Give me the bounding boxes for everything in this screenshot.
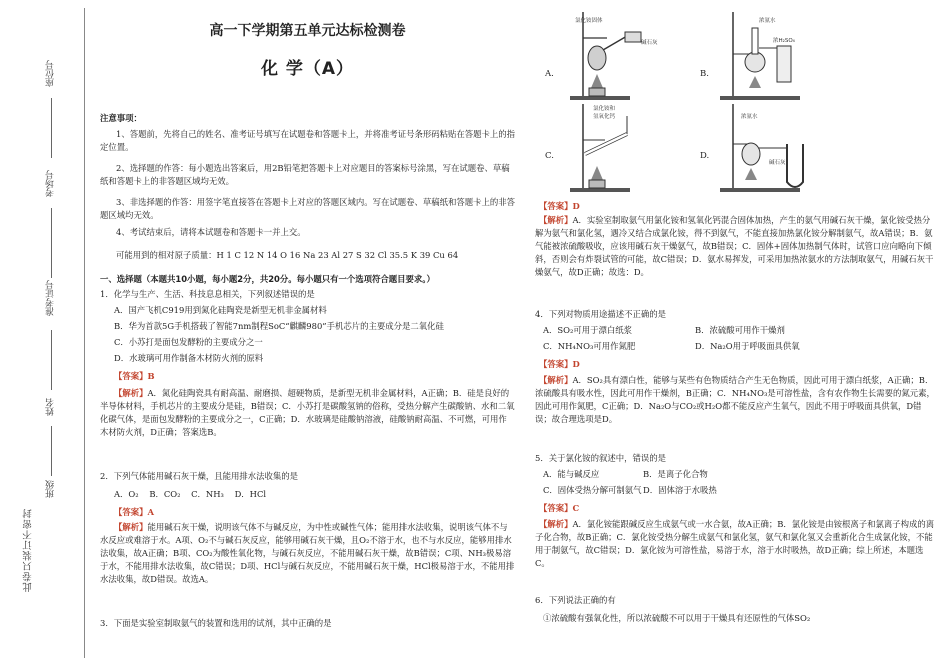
figure-b-apparatus (715, 8, 835, 103)
q1-option-c: C．小苏打是面包发酵粉的主要成分之一 (114, 337, 263, 347)
room-line (51, 208, 52, 278)
seat-line (51, 98, 52, 158)
class-label: 班级 (46, 480, 56, 498)
q4-option-d: D．Na₂O用于呼吸面具供氧 (695, 341, 800, 351)
q4-option-c: C．NH₄NO₃可用作氮肥 (543, 341, 636, 351)
q2-options (114, 488, 514, 501)
q2-stem: 2．下列气体能用碱石灰干燥，且能用排水法收集的是 (100, 471, 298, 481)
figure-d-label: D. (700, 151, 710, 161)
q3-analysis-text: A．实验室制取氨气用氯化铵和氢氧化钙混合固体加热，产生的氨气用碱石灰干燥，氯化铵受热分解为氨气和氯化氢，遇冷又结合成氯化铵，得不到氨气，不能直接加热氯化铵分解制氨气，故A错误；B．氨气能被浓硫酸吸收，应该用碱石灰干燥氨气，故B错误；C．固体+固体加热制气体时，试管口应向略向下倾斜，否则会有炸裂试管的可能，故C错误；D．氨水易挥发，可采用加热浓氨水的方法制取氨气，用碱石灰干燥氨气，故D正确；故选：D。 (535, 215, 934, 278)
figure-b-label: B. (700, 69, 709, 79)
figure-c-reagent: 氯化铵和 (593, 106, 616, 112)
q4-option-b: B．浓硫酸可用作干燥剂 (695, 325, 785, 335)
exam-title: 高一下学期第五单元达标检测卷 (209, 23, 406, 39)
seat-label: 座位号 (46, 60, 56, 87)
q2-analysis (100, 521, 515, 586)
q3-stem: 3．下面是实验室制取氨气的装置和选用的试剂，其中正确的是 (100, 618, 332, 628)
q4-answer-tag: 【答案】 (539, 359, 573, 369)
q1-option-a: A．国产飞机C919用到氮化硅陶瓷是新型无机非金属材料 (114, 305, 327, 315)
name-label: 姓名 (46, 398, 56, 416)
q2-answer (114, 506, 154, 519)
q5-option-d: D．固体溶于水吸热 (643, 485, 717, 495)
exam-subtitle: 化 学（A） (260, 59, 355, 79)
figure-b-reagent2: 浓H₂SO₄ (773, 38, 795, 44)
q1-analysis (100, 387, 515, 439)
q5-answer-value: C (572, 503, 580, 513)
q5-answer (539, 502, 579, 515)
q1-option-b: B．华为首款5G手机搭载了智能7nm制程SoC“麒麟980”手机芯片的主要成分是二氧化硅 (114, 321, 444, 331)
q2-analysis-text: 能用碱石灰干燥，说明该气体不与碱反应，为中性或碱性气体；能用排水法收集，说明该气体不与水反应或难溶于水。A项、O₂不与碱石灰反应，能够用碱石灰干燥，且O₂不溶于水，也不与水反应，能够用排水法收集，故A正确；B项、CO₂为酸性氧化物，与碱石灰反应，不能用碱石灰干燥，故B错误；C项、NH₃极易溶于水，不能用排水法收集，故C错误；D项、HCl与碱石灰反应，不能用碱石灰干燥，HCl极易溶于水，不能用排水法收集，故D错误。故选A。 (100, 522, 515, 585)
figure-a-reagent: 氯化铵固体 (575, 18, 603, 24)
binding-line (84, 8, 85, 658)
figure-c-apparatus (565, 100, 685, 195)
figure-c-reagent2: 氢氧化钙 (593, 114, 616, 120)
q3-answer-value: D (572, 201, 580, 211)
figure-d-apparatus (715, 100, 835, 195)
q2-answer-value: A (147, 507, 154, 517)
figure-c-label: C. (545, 151, 554, 161)
binding-margin (0, 0, 92, 672)
q2-analysis-tag: 【解析】 (114, 522, 148, 532)
q1-analysis-tag: 【解析】 (114, 388, 148, 398)
q5-option-c: C．固体受热分解可制氨气 (543, 485, 642, 495)
q5-analysis (535, 518, 935, 570)
q6-stem: 6．下列说法正确的有 (535, 595, 616, 605)
q1-answer (114, 370, 155, 383)
name-line (51, 426, 52, 476)
q2-option-b: B．CO₂ (149, 489, 181, 499)
notice-item-2: 2、选择题的作答：每小题选出答案后，用2B铅笔把答题卡上对应题目的答案标号涂黑，写在试题卷、草稿纸和答题卡上的非答题区域均无效。 (100, 163, 510, 187)
q4-option-a: A．SO₂可用于漂白纸浆 (543, 325, 633, 335)
notice-item-3: 3、非选择题的作答：用签字笔直接答在答题卡上对应的答题区域内。写在试题卷、草稿纸和答题卡上的非答题区域均无效。 (100, 197, 515, 221)
section-heading: 一、选择题（本题共10小题，每小题2分，共20分。每小题只有一个选项符合题目要求。） (100, 274, 435, 284)
q5-option-a: A．能与碱反应 (543, 469, 600, 479)
q1-analysis-text: A．氮化硅陶瓷具有耐高温、耐磨损、超硬物质，是新型无机非金属材料，A正确；B．硅是良好的半导体材料，手机芯片的主要成分是硅，B错误；C．小苏打是碳酸氢钠的俗称，受热分解产生碳酸钠、水和二氧化碳气体，是面包发酵粉的主要成分之一，C正确；D．水玻璃是硅酸钠溶液，硅酸钠耐高温、不可燃，可用作木材防火剂，D正确；答案选B。 (100, 388, 515, 438)
q4-analysis (535, 374, 935, 426)
q1-option-d: D．水玻璃可用作制备木材防火剂的原料 (114, 353, 264, 363)
figure-d-reagent: 浓氨水 (741, 114, 758, 120)
q1-answer-tag: 【答案】 (114, 371, 148, 381)
notice-item-1: 1、答题前，先将自己的姓名、准考证号填写在试题卷和答题卡上，并将准考证号条形码粘贴在答题卡上的指定位置。 (100, 129, 515, 153)
q4-analysis-text: A．SO₂具有漂白性，能够与某些有色物质结合产生无色物质，因此可用于漂白纸浆，A正确；B．浓硫酸具有吸水性，因此可用作干燥剂，B正确；C．NH₄NO₃是可溶性盐，含有农作物生长需要的氮元素，因此可用作氮肥，C正确；D．Na₂O与CO₂或H₂O都不能反应产生氧气，因此不用于呼吸面具供氧，D错误；故合理选项是D。 (535, 375, 935, 425)
q3-analysis (535, 214, 935, 279)
figure-b-reagent: 浓氨水 (759, 18, 776, 24)
q5-stem: 5．关于氯化铵的叙述中，错误的是 (535, 453, 666, 463)
q5-answer-tag: 【答案】 (539, 503, 573, 513)
seal-notice: 此卷只装订不密封 (23, 508, 34, 592)
ticket-label: 准考证号 (46, 280, 56, 316)
notice-item-4: 4、考试结束后，请将本试题卷和答题卡一并上交。 (116, 227, 306, 237)
q5-option-b: B．是离子化合物 (643, 469, 708, 479)
q5-analysis-tag: 【解析】 (539, 519, 573, 529)
ticket-line (51, 330, 52, 390)
q3-answer-tag: 【答案】 (539, 201, 573, 211)
figure-a-apparatus (565, 8, 685, 103)
q2-option-a: A．O₂ (114, 489, 139, 499)
q3-answer (539, 200, 580, 213)
q2-answer-tag: 【答案】 (114, 507, 148, 517)
q6-item-1: ①浓硫酸有强氧化性，所以浓硫酸不可以用于干燥具有还原性的气体SO₂ (543, 613, 811, 623)
q2-option-c: C．NH₃ (191, 489, 224, 499)
atomic-masses: 可能用到的相对原子质量：H 1 C 12 N 14 O 16 Na 23 Al 27 S 32 Cl 35.5 K 39 Cu 64 (116, 250, 459, 260)
q4-stem: 4．下列对物质用途描述不正确的是 (535, 309, 666, 319)
q1-stem: 1．化学与生产、生活、科技息息相关，下列叙述错误的是 (100, 289, 315, 299)
room-label: 考场号 (46, 170, 56, 197)
q1-answer-value: B (147, 371, 155, 381)
figure-a-reagent2: 碱石灰 (641, 40, 658, 46)
q4-analysis-tag: 【解析】 (539, 375, 573, 385)
q4-answer (539, 358, 580, 371)
q2-option-d: D．HCl (234, 489, 267, 499)
q5-analysis-text: A．氯化铵能跟碱反应生成氨气或一水合氨，故A正确；B．氯化铵是由铵根离子和氯离子构成的离子化合物，故B正确；C．氯化铵受热分解生成氨气和氯化氢，氨气和氯化氢又会重新化合生成氯化铵，不能用于制氨气，故C错误；D．氯化铵为可溶性盐，易溶于水，溶于水时吸热，故D正确；综上所述，本题选C。 (535, 519, 935, 569)
figure-d-reagent2: 碱石灰 (769, 160, 786, 166)
q3-analysis-tag: 【解析】 (539, 215, 573, 225)
q4-answer-value: D (572, 359, 580, 369)
notice-heading: 注意事项： (100, 113, 142, 123)
figure-a-label: A. (545, 69, 554, 79)
